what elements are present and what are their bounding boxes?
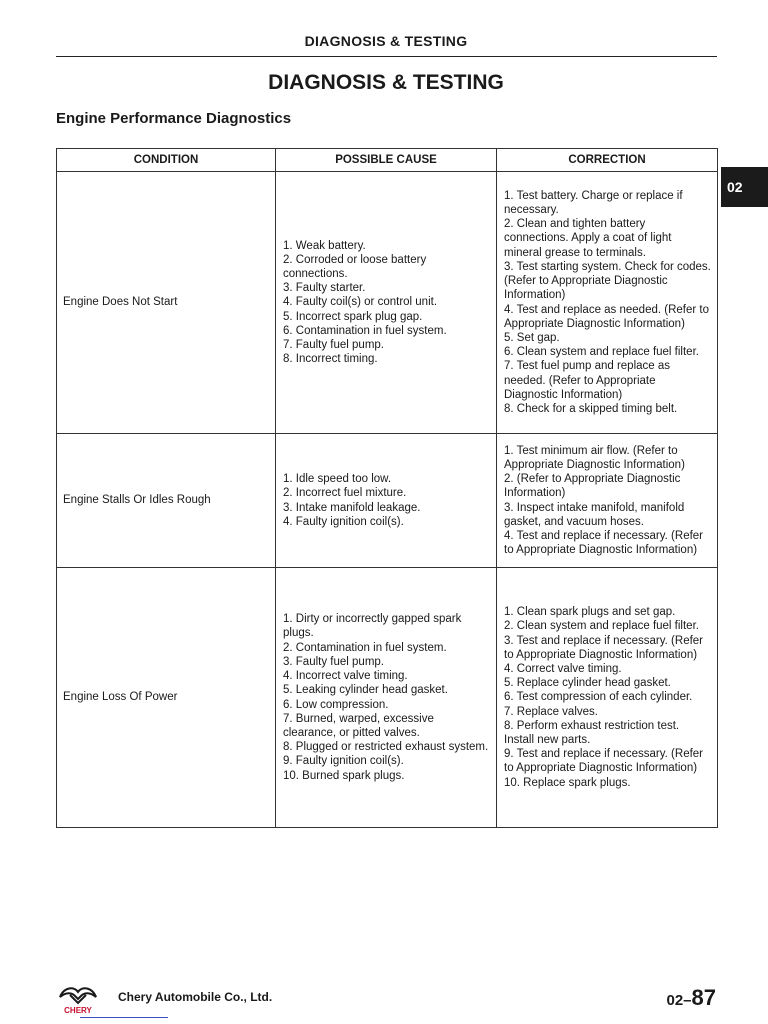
possible-cause-item: 5. Incorrect spark plug gap. bbox=[283, 310, 423, 323]
correction-item: 2. Clean system and replace fuel filter. bbox=[504, 620, 699, 633]
correction-item: 9. Test and replace if necessary. (Refer to Appropriate Diagnostic Information) bbox=[504, 748, 704, 775]
possible-cause-cell bbox=[276, 434, 497, 568]
possible-cause-item: 5. Leaking cylinder head gasket. bbox=[283, 684, 448, 697]
correction-item: 8. Perform exhaust restriction test. Install new parts. bbox=[504, 719, 680, 746]
possible-cause-item: 10. Burned spark plugs. bbox=[283, 769, 405, 782]
table-row bbox=[57, 172, 718, 434]
condition-cell: Engine Does Not Start bbox=[57, 172, 276, 434]
table-row bbox=[57, 568, 718, 828]
running-header: DIAGNOSIS & TESTING bbox=[304, 33, 468, 49]
column-header-condition: CONDITION bbox=[57, 149, 276, 172]
correction-item: 5. Set gap. bbox=[504, 331, 560, 344]
footer-company: Chery Automobile Co., Ltd. bbox=[118, 990, 273, 1004]
section-tab[interactable] bbox=[721, 167, 768, 207]
correction-item: 10. Replace spark plugs. bbox=[504, 776, 631, 789]
possible-cause-item: 6. Low compression. bbox=[283, 698, 389, 711]
correction-item: 3. Test starting system. Check for codes. (Refer to Appropriate Diagnostic Information) bbox=[504, 260, 711, 302]
correction-item: 3. Inspect intake manifold, manifold gasket, and vacuum hoses. bbox=[504, 501, 685, 528]
correction-item: 7. Test fuel pump and replace as needed. (Refer to Appropriate Diagnostic Information) bbox=[504, 360, 671, 401]
possible-cause-cell bbox=[276, 568, 497, 828]
possible-cause-item: 4. Faulty coil(s) or control unit. bbox=[283, 296, 438, 309]
correction-item: 5. Replace cylinder head gasket. bbox=[504, 677, 671, 690]
possible-cause-item: 8. Plugged or restricted exhaust system. bbox=[283, 741, 489, 754]
possible-cause-item: 3. Intake manifold leakage. bbox=[283, 501, 421, 514]
possible-cause-item: 1. Dirty or incorrectly gapped spark plugs. bbox=[283, 613, 462, 640]
column-header-possible-cause: POSSIBLE CAUSE bbox=[276, 149, 497, 172]
correction-item: 4. Test and replace if necessary. (Refer to Appropriate Diagnostic Information) bbox=[504, 529, 704, 557]
correction-item: 2. Clean and tighten battery connections. Apply a coat of light mineral grease to terminals. bbox=[504, 218, 672, 259]
possible-cause-item: 2. Incorrect fuel mixture. bbox=[283, 487, 407, 500]
table-row bbox=[57, 434, 718, 568]
correction-item: 4. Correct valve timing. bbox=[504, 662, 622, 675]
column-header-correction: CORRECTION bbox=[497, 149, 718, 172]
possible-cause-item: 7. Faulty fuel pump. bbox=[283, 339, 384, 351]
table-header-row bbox=[57, 149, 718, 172]
possible-cause-item: 2. Corroded or loose battery connections. bbox=[283, 253, 427, 280]
correction-cell bbox=[497, 172, 718, 434]
possible-cause-cell bbox=[276, 172, 497, 434]
correction-cell bbox=[497, 568, 718, 828]
correction-item: 4. Test and replace as needed. (Refer to Appropriate Diagnostic Information) bbox=[504, 303, 710, 330]
page-title: DIAGNOSIS & TESTING bbox=[268, 71, 504, 94]
correction-cell bbox=[497, 434, 718, 568]
possible-cause-item: 4. Faulty ignition coil(s). bbox=[283, 515, 404, 528]
possible-cause-item: 1. Idle speed too low. bbox=[283, 473, 392, 486]
possible-cause-item: 7. Burned, warped, excessive clearance, or pitted valves. bbox=[283, 712, 434, 739]
section-title: Engine Performance Diagnostics bbox=[56, 110, 292, 127]
correction-item: 3. Test and replace if necessary. (Refer to Appropriate Diagnostic Information) bbox=[504, 634, 704, 661]
possible-cause-item: 3. Faulty starter. bbox=[283, 282, 366, 295]
chery-logo-icon bbox=[54, 983, 102, 1015]
possible-cause-item: 3. Faulty fuel pump. bbox=[283, 655, 384, 668]
possible-cause-item: 2. Contamination in fuel system. bbox=[283, 641, 447, 654]
correction-item: 7. Replace valves. bbox=[504, 705, 598, 718]
correction-item: 1. Test minimum air flow. (Refer to Appropriate Diagnostic Information) bbox=[504, 444, 685, 471]
condition-cell: Engine Stalls Or Idles Rough bbox=[57, 434, 276, 568]
header-divider bbox=[56, 56, 717, 57]
section-tab-label: 02 bbox=[727, 179, 743, 195]
page-number-prefix: 02– bbox=[666, 992, 692, 1009]
footer-link-underline bbox=[80, 1017, 168, 1018]
correction-item: 1. Test battery. Charge or replace if necessary. bbox=[504, 189, 683, 217]
correction-item: 8. Check for a skipped timing belt. bbox=[504, 402, 678, 415]
possible-cause-item: 6. Contamination in fuel system. bbox=[283, 324, 447, 337]
correction-item: 1. Clean spark plugs and set gap. bbox=[504, 606, 676, 619]
possible-cause-item: 8. Incorrect timing. bbox=[283, 353, 378, 366]
diagnostics-table bbox=[56, 148, 718, 828]
correction-item: 6. Clean system and replace fuel filter. bbox=[504, 346, 699, 359]
condition-cell: Engine Loss Of Power bbox=[57, 568, 276, 828]
possible-cause-item: 1. Weak battery. bbox=[283, 239, 366, 252]
page-number bbox=[666, 985, 716, 1011]
logo-wordmark: CHERY bbox=[64, 1006, 92, 1015]
possible-cause-item: 4. Incorrect valve timing. bbox=[283, 670, 408, 683]
page-number-value: 87 bbox=[691, 985, 716, 1010]
correction-item: 6. Test compression of each cylinder. bbox=[504, 691, 693, 704]
possible-cause-item: 9. Faulty ignition coil(s). bbox=[283, 755, 404, 768]
correction-item: 2. (Refer to Appropriate Diagnostic Information) bbox=[504, 473, 681, 500]
